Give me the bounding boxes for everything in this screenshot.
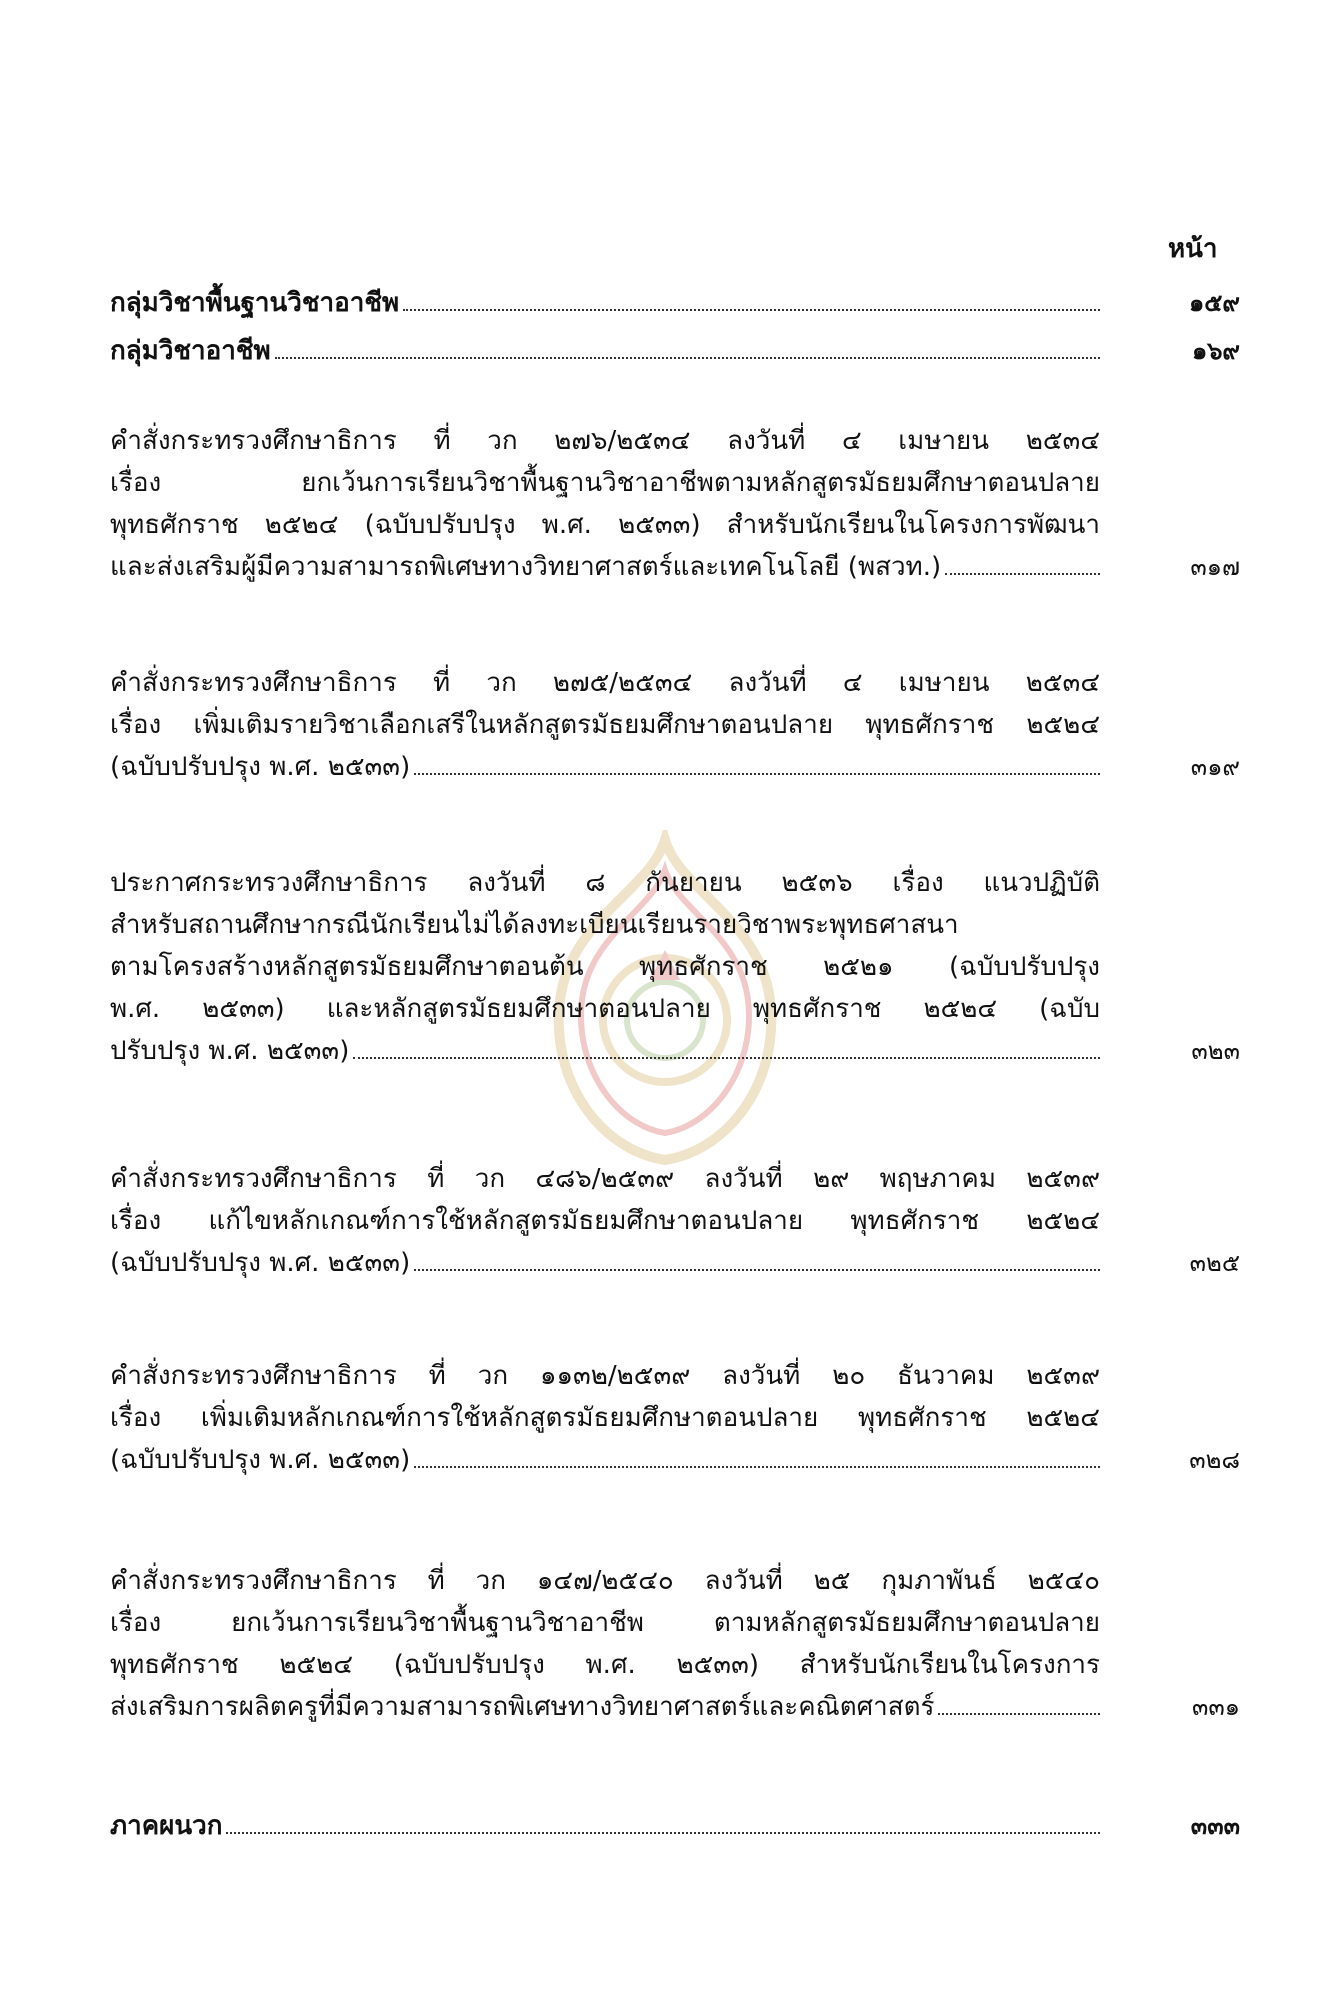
- toc-page-number: ๑๕๙: [1189, 289, 1240, 317]
- dot-leader: [945, 572, 1100, 575]
- toc-entry-line: คำสั่งกระทรวงศึกษาธิการ ที่ วก ๒๗๕/๒๕๓๔ ลงวันที่ ๔ เมษายน ๒๕๓๔: [110, 668, 1100, 698]
- toc-entry-line: ตามโครงสร้างหลักสูตรมัธยมศึกษาตอนต้น พุทธศักราช ๒๕๒๑ (ฉบับปรับปรุง: [110, 952, 1100, 982]
- toc-entry-last-line: [110, 1686, 1100, 1728]
- toc-entry-last-line: [110, 1439, 1100, 1481]
- toc-entry-line: เรื่อง เพิ่มเติมหลักเกณฑ์การใช้หลักสูตรมัธยมศึกษาตอนปลาย พุทธศักราช ๒๕๒๔: [110, 1403, 1100, 1433]
- dot-leader: [275, 356, 1100, 359]
- toc-page-number: ๓๑๗: [1190, 553, 1240, 581]
- toc-entry: [110, 662, 1240, 788]
- toc-entry-line: พุทธศักราช ๒๕๒๔ (ฉบับปรับปรุง พ.ศ. ๒๕๓๓) สำหรับนักเรียนในโครงการ: [110, 1650, 1100, 1680]
- toc-entry: [110, 330, 1240, 372]
- toc-entry: [110, 1158, 1240, 1284]
- toc-entry-last-line: [110, 282, 1100, 324]
- toc-entry-line: คำสั่งกระทรวงศึกษาธิการ ที่ วก ๑๑๓๒/๒๕๓๙ ลงวันที่ ๒๐ ธันวาคม ๒๕๓๙: [110, 1361, 1100, 1391]
- page-column-header: หน้า: [1168, 234, 1218, 264]
- toc-entry-line: ประกาศกระทรวงศึกษาธิการ ลงวันที่ ๘ กันยายน ๒๕๓๖ เรื่อง แนวปฏิบัติ: [110, 868, 1100, 898]
- toc-entry-last-line: [110, 1805, 1100, 1847]
- toc-entry: [110, 1560, 1240, 1728]
- toc-entry-last-line: [110, 330, 1100, 372]
- toc-page-number: ๓๓๑: [1191, 1693, 1240, 1721]
- toc-page-number: ๓๒๕: [1189, 1249, 1240, 1277]
- toc-entry-line: ส่งเสริมการผลิตครูที่มีความสามารถพิเศษทางวิทยาศาสตร์และคณิตศาสตร์: [110, 1692, 935, 1722]
- toc-page-number: ๑๖๙: [1191, 337, 1240, 365]
- toc-page-number: ๓๑๙: [1190, 753, 1240, 781]
- toc-entry-last-line: [110, 1242, 1100, 1284]
- toc-entry-line: (ฉบับปรับปรุง พ.ศ. ๒๕๓๓): [110, 1445, 411, 1475]
- dot-leader: [414, 1465, 1100, 1468]
- dot-leader: [414, 1268, 1100, 1271]
- toc-entry: [110, 420, 1240, 588]
- toc-entry-line: กลุ่มวิชาพื้นฐานวิชาอาชีพ: [110, 288, 400, 318]
- toc-entry-line: คำสั่งกระทรวงศึกษาธิการ ที่ วก ๒๗๖/๒๕๓๔ ลงวันที่ ๔ เมษายน ๒๕๓๔: [110, 426, 1100, 456]
- toc-entry-line: สำหรับสถานศึกษากรณีนักเรียนไม่ได้ลงทะเบียนเรียนรายวิชาพระพุทธศาสนา: [110, 910, 959, 940]
- toc-entry-line: พุทธศักราช ๒๕๒๔ (ฉบับปรับปรุง พ.ศ. ๒๕๓๓) สำหรับนักเรียนในโครงการพัฒนา: [110, 510, 1100, 540]
- toc-entry-line: เรื่อง ยกเว้นการเรียนวิชาพื้นฐานวิชาอาชีพตามหลักสูตรมัธยมศึกษาตอนปลาย: [110, 468, 1100, 498]
- toc-entry-last-line: [110, 746, 1100, 788]
- toc-entry-line: ปรับปรุง พ.ศ. ๒๕๓๓): [110, 1036, 350, 1066]
- dot-leader: [938, 1712, 1100, 1715]
- toc-entry-line: คำสั่งกระทรวงศึกษาธิการ ที่ วก ๑๔๗/๒๕๔๐ ลงวันที่ ๒๕ กุมภาพันธ์ ๒๕๔๐: [110, 1566, 1100, 1596]
- toc-entry-line: เรื่อง เพิ่มเติมรายวิชาเลือกเสรีในหลักสูตรมัธยมศึกษาตอนปลาย พุทธศักราช ๒๕๒๔: [110, 710, 1100, 740]
- toc-entry-line: (ฉบับปรับปรุง พ.ศ. ๒๕๓๓): [110, 752, 411, 782]
- toc-entry: [110, 282, 1240, 324]
- toc-entry-line: กลุ่มวิชาอาชีพ: [110, 336, 271, 366]
- toc-page-number: ๓๓๓: [1190, 1812, 1240, 1840]
- toc-page-number: ๓๒๓: [1191, 1037, 1240, 1065]
- toc-entry-last-line: [110, 1030, 1100, 1072]
- dot-leader: [414, 772, 1100, 775]
- toc-entry: [110, 1355, 1240, 1481]
- toc-entry-line: คำสั่งกระทรวงศึกษาธิการ ที่ วก ๔๘๖/๒๕๓๙ ลงวันที่ ๒๙ พฤษภาคม ๒๕๓๙: [110, 1164, 1100, 1194]
- toc-entry: [110, 1805, 1240, 1847]
- toc-entry-line: พ.ศ. ๒๕๓๓) และหลักสูตรมัธยมศึกษาตอนปลาย พุทธศักราช ๒๕๒๔ (ฉบับ: [110, 994, 1100, 1024]
- toc-entry: [110, 862, 1240, 1072]
- dot-leader: [353, 1056, 1100, 1059]
- toc-entry-line: เรื่อง แก้ไขหลักเกณฑ์การใช้หลักสูตรมัธยมศึกษาตอนปลาย พุทธศักราช ๒๕๒๔: [110, 1206, 1100, 1236]
- dot-leader: [403, 308, 1100, 311]
- toc-entry-line: (ฉบับปรับปรุง พ.ศ. ๒๕๓๓): [110, 1248, 411, 1278]
- toc-entry-line: ภาคผนวก: [110, 1811, 223, 1841]
- toc-entry-line: และส่งเสริมผู้มีความสามารถพิเศษทางวิทยาศาสตร์และเทคโนโลยี (พสวท.): [110, 552, 942, 582]
- dot-leader: [226, 1831, 1100, 1834]
- toc-entry-line: เรื่อง ยกเว้นการเรียนวิชาพื้นฐานวิชาอาชีพ ตามหลักสูตรมัธยมศึกษาตอนปลาย: [110, 1608, 1100, 1638]
- toc-page-number: ๓๒๘: [1189, 1446, 1240, 1474]
- toc-entry-last-line: [110, 546, 1100, 588]
